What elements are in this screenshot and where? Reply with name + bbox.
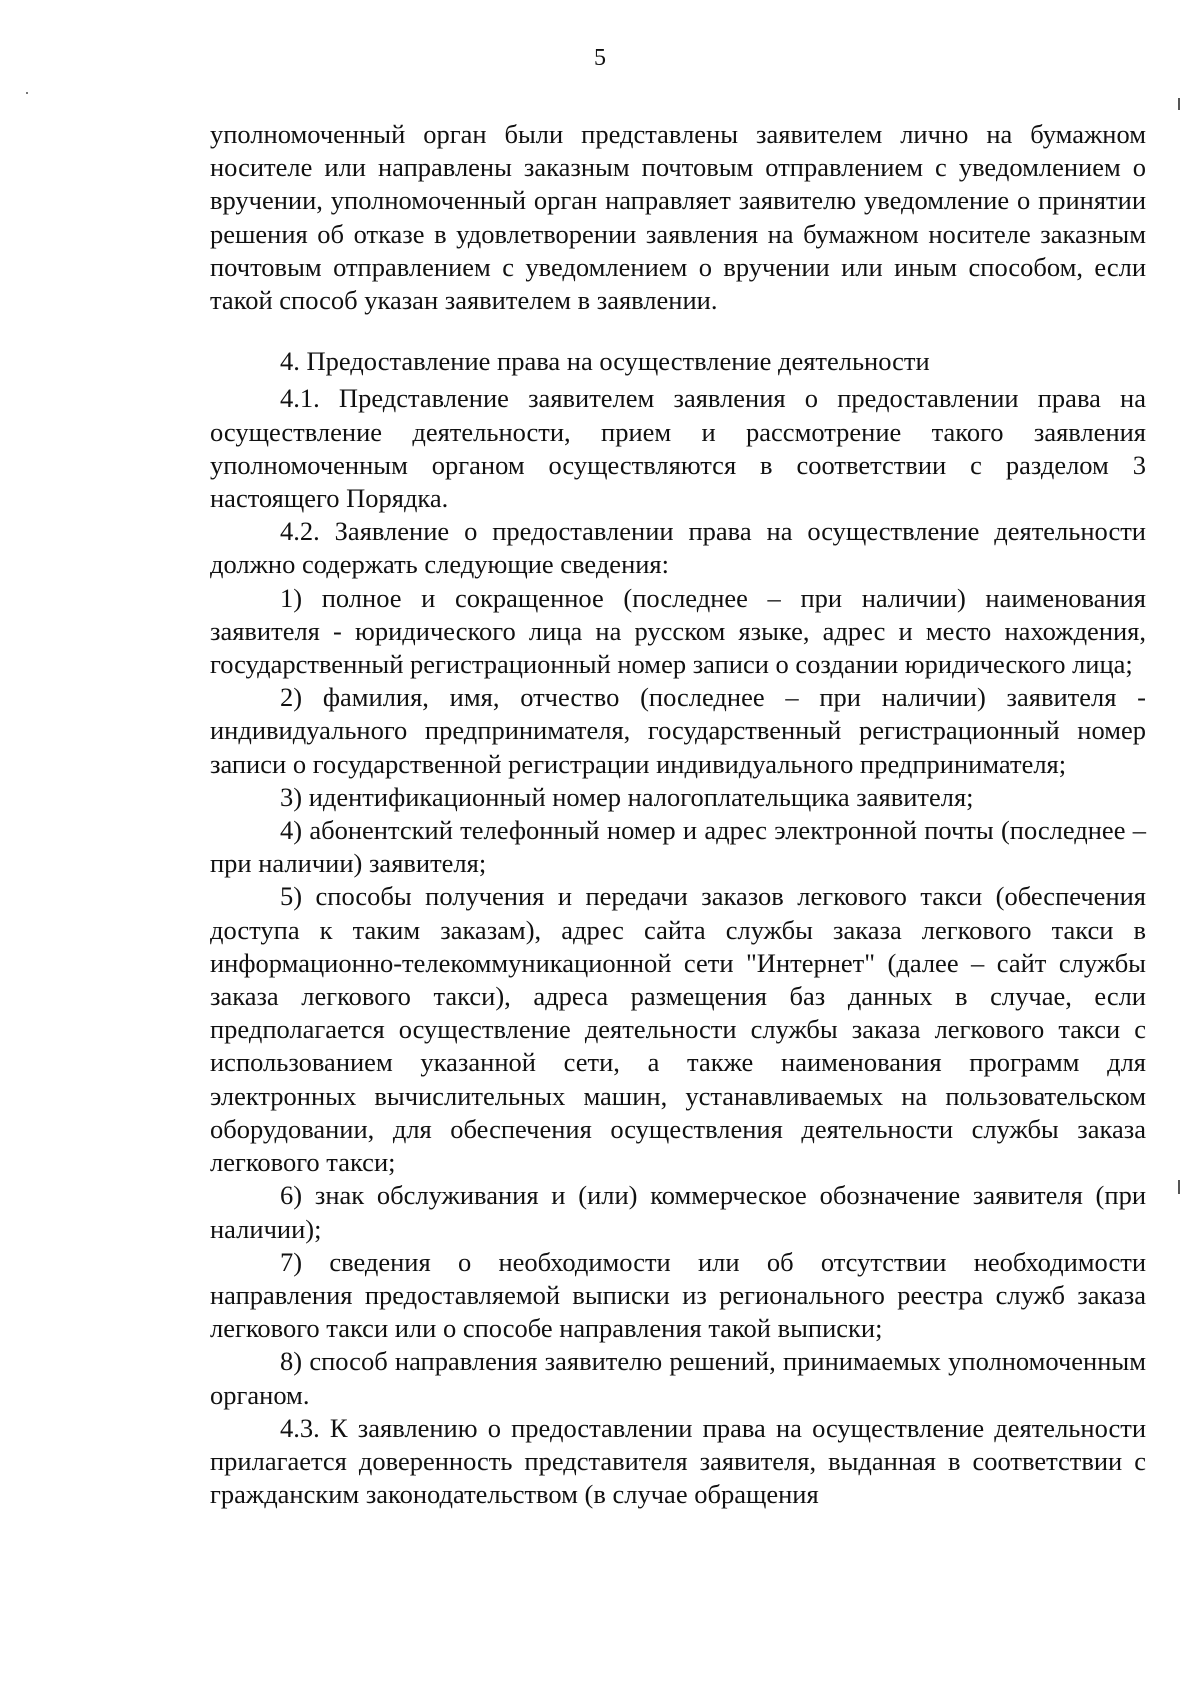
list-item-7: 7) сведения о необходимости или об отсутствии необходимости направления предоставляемой выписки из регионального реестра служб заказа легкового такси или о способе направления такой выписки; bbox=[210, 1246, 1146, 1344]
document-body bbox=[210, 118, 1146, 1511]
scan-mark-middle bbox=[1178, 1180, 1180, 1194]
list-item-1: 1) полное и сокращенное (последнее – при наличии) наименования заявителя - юридического лица на русском языке, адрес и место нахождения, государственный регистрационный номер записи о создании юридического лица; bbox=[210, 582, 1146, 680]
scan-dot bbox=[26, 92, 28, 94]
section-heading: 4. Предоставление права на осуществление деятельности bbox=[280, 346, 930, 377]
list-item-6: 6) знак обслуживания и (или) коммерческое обозначение заявителя (при наличии); bbox=[210, 1180, 1146, 1244]
paragraph-continuation: уполномоченный орган были представлены заявителем лично на бумажном носителе или направлены заказным почтовым отправлением с уведомлением о вручении, уполномоченный орган направляет заявителю уведомление о принятии решения об отказе в удовлетворении заявления на бумажном носителе заказным почтовым отправлением с уведомлением о вручении или иным способом, если такой способ указан заявителем в заявлении. bbox=[210, 119, 1146, 316]
list-item-4: 4) абонентский телефонный номер и адрес электронной почты (последнее – при наличии) заявителя; bbox=[210, 815, 1146, 879]
paragraph-4-2: 4.2. Заявление о предоставлении права на осуществление деятельности должно содержать следующие сведения: bbox=[210, 516, 1146, 580]
list-item-3: 3) идентификационный номер налогоплательщика заявителя; bbox=[280, 781, 974, 812]
scan-mark-top bbox=[1178, 98, 1180, 110]
list-item-8: 8) способ направления заявителю решений, принимаемых уполномоченным органом. bbox=[210, 1346, 1146, 1410]
list-item-5: 5) способы получения и передачи заказов легкового такси (обеспечения доступа к таким заказам), адрес сайта службы заказа легкового такси в информационно-телекоммуникационной сети "Интернет" (далее – сайт службы заказа легкового такси), адреса размещения баз данных в случае, если предполагается осуществление деятельности службы заказа легкового такси с использованием указанной сети, а также наименования программ для электронных вычислительных машин, устанавливаемых на пользовательском оборудовании, для обеспечения осуществления деятельности службы заказа легкового такси; bbox=[210, 881, 1146, 1178]
list-item-2: 2) фамилия, имя, отчество (последнее – при наличии) заявителя - индивидуального предпринимателя, государственный регистрационный номер записи о государственной регистрации индивидуального предпринимателя; bbox=[210, 682, 1146, 779]
paragraph-4-3: 4.3. К заявлению о предоставлении права на осуществление деятельности прилагается доверенность представителя заявителя, выданная в соответствии с гражданским законодательством (в случае обращения bbox=[210, 1412, 1146, 1510]
page-number: 5 bbox=[594, 45, 606, 71]
paragraph-4-1: 4.1. Представление заявителем заявления о предоставлении права на осуществление деятельности, прием и рассмотрение такого заявления уполномоченным органом осуществляются в соответствии с разделом 3 настоящего Порядка. bbox=[210, 383, 1146, 514]
